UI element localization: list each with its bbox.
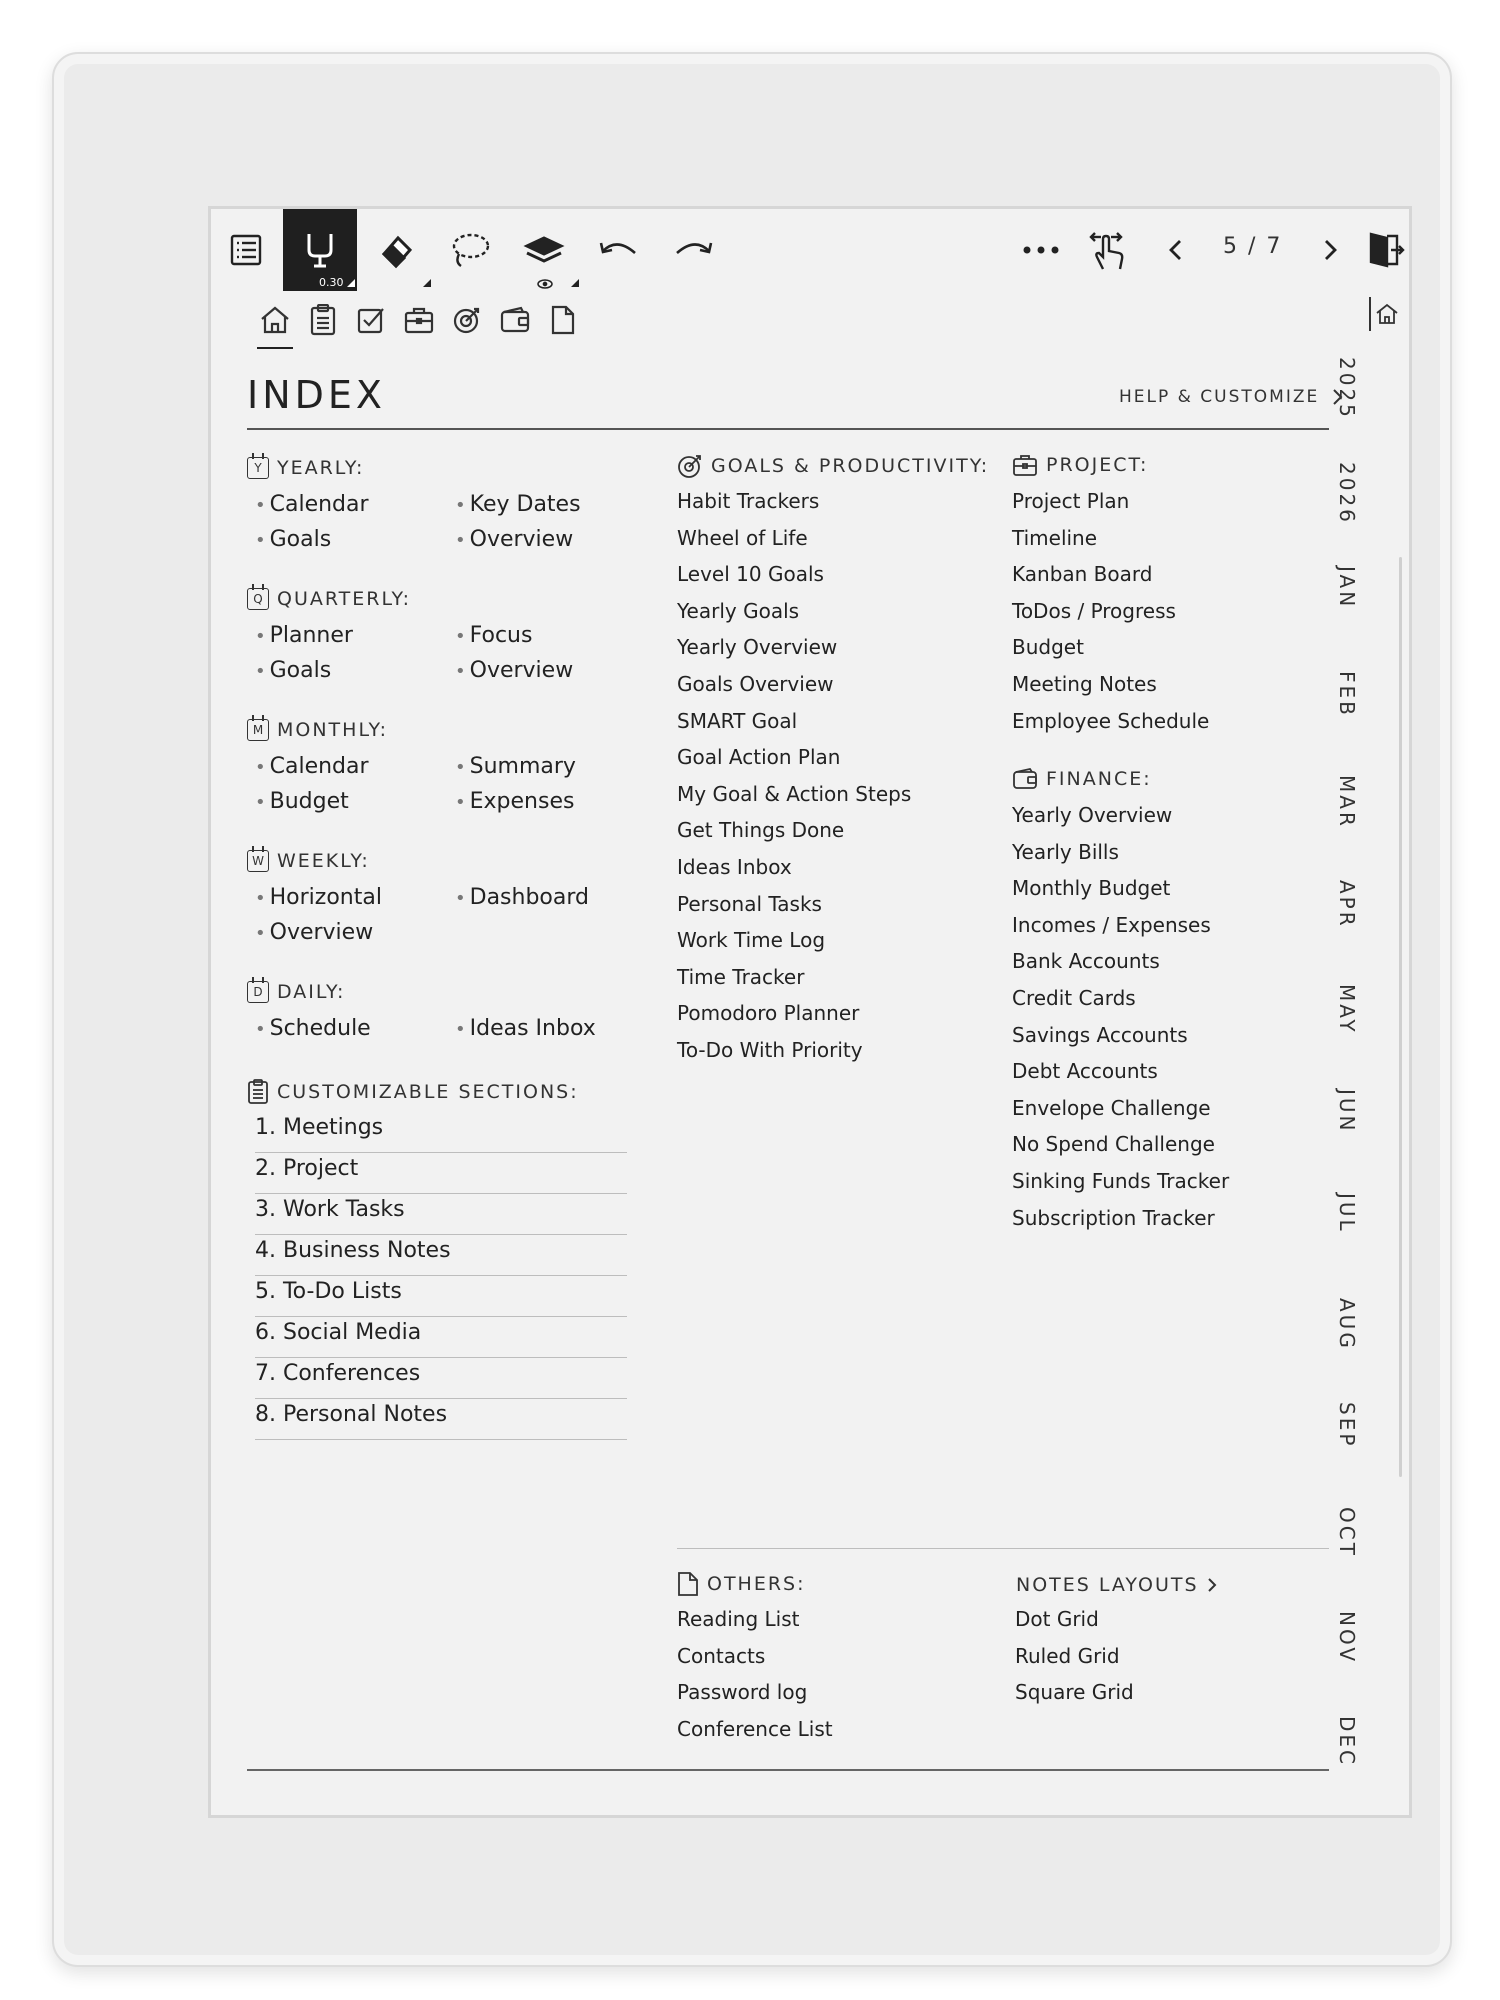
help-customize-link[interactable]	[1119, 387, 1343, 407]
weekly-horizontal-label: Horizontal	[269, 885, 382, 910]
yearly-calendar-label: Calendar	[269, 492, 369, 517]
finance-item-link[interactable]: Subscription Tracker	[1012, 1205, 1215, 1230]
daily-title: DAILY:	[277, 981, 346, 1003]
wallet-icon	[1012, 768, 1038, 790]
toolbar	[211, 209, 1409, 291]
monthly-budget-link[interactable]: • Budget	[255, 789, 349, 814]
custom-section-row[interactable]: 8. Personal Notes	[255, 1399, 627, 1440]
checkbox-icon	[356, 305, 386, 335]
monthly-heading[interactable]	[247, 719, 388, 741]
prev-page-button[interactable]	[1151, 209, 1201, 291]
goals-item-link[interactable]: Goal Action Plan	[677, 745, 841, 770]
yearly-overview-label: Overview	[469, 527, 574, 552]
finance-item-link[interactable]: Savings Accounts	[1012, 1022, 1188, 1047]
goals-item-link[interactable]: Pomodoro Planner	[677, 1001, 860, 1026]
goals-item-link[interactable]: Wheel of Life	[677, 525, 808, 550]
project-title: PROJECT:	[1046, 454, 1149, 476]
page-icon	[677, 1571, 699, 1597]
goals-item-link[interactable]: Time Tracker	[677, 964, 805, 989]
finance-item-link[interactable]: No Spend Challenge	[1012, 1132, 1215, 1157]
others-title: OTHERS:	[707, 1573, 806, 1595]
weekly-heading[interactable]	[247, 850, 370, 872]
footer-divider	[247, 1769, 1329, 1771]
goals-item-link[interactable]: Yearly Overview	[677, 635, 838, 660]
yearly-keydates-label: Key Dates	[469, 492, 581, 517]
page-indicator: 5 / 7	[1223, 234, 1283, 259]
tab-home[interactable]	[251, 295, 299, 345]
clipboard-icon	[247, 1079, 269, 1105]
custom-sections-heading	[247, 1079, 579, 1105]
goals-item-link[interactable]: Get Things Done	[677, 818, 845, 843]
layers-icon	[523, 230, 565, 270]
side-index-tab[interactable]: OCT	[1335, 1506, 1359, 1558]
bottom-section-divider	[677, 1548, 1329, 1549]
wallet-icon	[499, 306, 531, 334]
quarterly-heading[interactable]	[247, 588, 411, 610]
custom-section-row[interactable]: 7. Conferences	[255, 1358, 627, 1399]
notes-layouts-title: NOTES LAYOUTS	[1016, 1574, 1199, 1596]
goals-title: GOALS & PRODUCTIVITY:	[711, 455, 990, 477]
yearly-calendar-link[interactable]: • Calendar	[255, 492, 369, 517]
side-index-tab[interactable]: APR	[1335, 879, 1359, 929]
weekly-dashboard-link[interactable]: • Dashboard	[455, 885, 589, 910]
undo-button[interactable]	[581, 209, 655, 291]
daily-heading[interactable]	[247, 981, 345, 1003]
chevron-right-icon	[1207, 1577, 1217, 1593]
lasso-tool-button[interactable]	[433, 209, 507, 291]
calendar-d-icon: D	[247, 981, 269, 1003]
side-index-tab[interactable]: 2025	[1335, 357, 1359, 420]
monthly-summary-link[interactable]: • Summary	[455, 754, 576, 779]
weekly-overview-link[interactable]: • Overview	[255, 920, 374, 945]
goals-item-link[interactable]: My Goal & Action Steps	[677, 781, 912, 806]
touch-hand-icon	[1089, 227, 1129, 273]
section-tabs	[251, 295, 587, 345]
monthly-calendar-label: Calendar	[269, 754, 369, 779]
finance-item-link[interactable]: Yearly Overview	[1012, 803, 1173, 827]
quarterly-goals-label: Goals	[269, 658, 332, 683]
calendar-y-icon: Y	[247, 457, 269, 479]
finance-item-link[interactable]: Sinking Funds Tracker	[1012, 1169, 1230, 1193]
device-frame	[52, 52, 1452, 1967]
eraser-tool-button[interactable]	[359, 209, 433, 291]
project-item-link[interactable]: Employee Schedule	[1012, 708, 1210, 733]
side-index-tab[interactable]: JUL	[1335, 1193, 1359, 1234]
goals-item-link[interactable]: SMART Goal	[677, 708, 798, 733]
touch-toggle-button[interactable]	[1079, 209, 1139, 291]
side-index-tab[interactable]: 2026	[1335, 461, 1359, 525]
goals-item-link[interactable]: Personal Tasks	[677, 891, 822, 916]
yearly-overview-link[interactable]: • Overview	[455, 527, 574, 552]
quarterly-focus-link[interactable]: • Focus	[455, 623, 533, 648]
monthly-expenses-label: Expenses	[469, 789, 575, 814]
finance-item-link[interactable]: Monthly Budget	[1012, 876, 1171, 901]
yearly-keydates-link[interactable]: • Key Dates	[455, 492, 581, 517]
finance-item-link[interactable]: Envelope Challenge	[1012, 1095, 1211, 1120]
goals-item-link[interactable]: Habit Trackers	[677, 489, 820, 513]
goals-item-link[interactable]: Ideas Inbox	[677, 855, 792, 879]
weekly-dashboard-label: Dashboard	[469, 885, 589, 910]
notes-layout-item-link[interactable]: Ruled Grid	[1015, 1643, 1120, 1668]
pen-tool-button[interactable]	[283, 209, 357, 291]
page-title: INDEX	[247, 373, 386, 417]
quarterly-planner-label: Planner	[269, 623, 353, 648]
project-item-link[interactable]: Timeline	[1012, 525, 1098, 550]
eraser-icon	[376, 230, 416, 270]
dropdown-corner-icon	[571, 279, 579, 287]
yearly-heading[interactable]	[247, 457, 364, 479]
tab-notes[interactable]	[299, 295, 347, 345]
project-heading	[1012, 453, 1148, 477]
redo-button[interactable]	[657, 209, 731, 291]
clipboard-icon	[309, 304, 337, 336]
custom-sections-title: CUSTOMIZABLE SECTIONS:	[277, 1081, 579, 1103]
custom-section-row[interactable]: 2. Project	[255, 1153, 627, 1194]
home-icon	[259, 304, 291, 336]
help-customize-label: HELP & CUSTOMIZE	[1119, 387, 1320, 407]
finance-heading	[1012, 768, 1152, 790]
side-index-tab[interactable]: SEP	[1335, 1402, 1359, 1449]
header-divider	[247, 428, 1329, 430]
scrollbar[interactable]	[1399, 557, 1402, 1477]
quarterly-planner-link[interactable]: • Planner	[255, 623, 353, 648]
side-index-tab[interactable]: MAR	[1335, 775, 1359, 829]
quarterly-overview-link[interactable]: • Overview	[455, 658, 574, 683]
lasso-icon	[449, 230, 491, 270]
others-item-link[interactable]: Password log	[677, 1680, 808, 1705]
quarterly-goals-link[interactable]: • Goals	[255, 658, 332, 683]
finance-item-link[interactable]: Incomes / Expenses	[1012, 912, 1211, 937]
custom-section-row[interactable]: 5. To-Do Lists	[255, 1276, 627, 1317]
monthly-expenses-link[interactable]: • Expenses	[455, 789, 575, 814]
tab-project[interactable]	[395, 295, 443, 345]
side-home-tab[interactable]	[1369, 297, 1403, 331]
redo-icon	[673, 235, 715, 265]
weekly-horizontal-link[interactable]: • Horizontal	[255, 885, 382, 910]
side-index-tab[interactable]: DEC	[1335, 1715, 1359, 1767]
project-item-link[interactable]: ToDos / Progress	[1012, 598, 1176, 623]
side-index-tab[interactable]: JUN	[1335, 1088, 1359, 1133]
exit-button[interactable]	[1357, 209, 1412, 291]
custom-section-row[interactable]: 3. Work Tasks	[255, 1194, 627, 1235]
calendar-w-icon: W	[247, 850, 269, 872]
project-item-link[interactable]: Meeting Notes	[1012, 672, 1157, 696]
project-item-link[interactable]: Budget	[1012, 635, 1084, 660]
weekly-overview-label: Overview	[269, 920, 374, 945]
others-item-link[interactable]: Reading List	[677, 1607, 800, 1631]
eye-icon	[537, 279, 553, 289]
chevron-left-icon	[1166, 238, 1186, 262]
home-icon	[1375, 302, 1399, 326]
notes-layout-item-link[interactable]: Square Grid	[1015, 1680, 1134, 1705]
notes-layout-item-link[interactable]: Dot Grid	[1015, 1607, 1099, 1631]
daily-schedule-link[interactable]: • Schedule	[255, 1016, 371, 1041]
layers-button[interactable]	[507, 209, 581, 291]
finance-item-link[interactable]: Debt Accounts	[1012, 1059, 1158, 1084]
goals-item-link[interactable]: Goals Overview	[677, 672, 834, 696]
monthly-budget-label: Budget	[269, 789, 349, 814]
goals-item-link[interactable]: Work Time Log	[677, 928, 826, 953]
custom-section-row[interactable]: 1. Meetings	[255, 1112, 627, 1153]
quarterly-title: QUARTERLY:	[277, 588, 412, 610]
others-item-link[interactable]: Conference List	[677, 1716, 833, 1741]
monthly-summary-label: Summary	[469, 754, 576, 779]
side-index-tab[interactable]: JAN	[1335, 566, 1359, 610]
yearly-title: YEARLY:	[277, 457, 365, 479]
goals-item-link[interactable]: Level 10 Goals	[677, 562, 824, 587]
briefcase-icon	[1012, 453, 1038, 477]
daily-schedule-label: Schedule	[269, 1016, 371, 1041]
others-item-link[interactable]: Contacts	[677, 1643, 766, 1668]
calendar-q-icon: Q	[247, 588, 269, 610]
page-icon	[550, 304, 576, 336]
tab-tasks[interactable]	[347, 295, 395, 345]
custom-section-row[interactable]: 6. Social Media	[255, 1317, 627, 1358]
yearly-goals-label: Goals	[269, 527, 332, 552]
chevron-right-icon	[1320, 238, 1340, 262]
pen-size-value: 0.30	[319, 276, 344, 289]
daily-ideas-label: Ideas Inbox	[469, 1016, 596, 1041]
daily-ideas-link[interactable]: • Ideas Inbox	[455, 1016, 596, 1041]
yearly-goals-link[interactable]: • Goals	[255, 527, 332, 552]
monthly-title: MONTHLY:	[277, 719, 388, 741]
monthly-calendar-link[interactable]: • Calendar	[255, 754, 369, 779]
more-options-button[interactable]	[1011, 209, 1071, 291]
dropdown-corner-icon	[423, 279, 431, 287]
goals-heading	[677, 453, 989, 479]
tab-finance[interactable]	[491, 295, 539, 345]
target-icon	[452, 305, 482, 335]
weekly-title: WEEKLY:	[277, 850, 370, 872]
goals-item-link[interactable]: Yearly Goals	[677, 598, 800, 623]
list-icon	[229, 233, 263, 267]
calendar-m-icon: M	[247, 719, 269, 741]
notes-layouts-link[interactable]	[1016, 1574, 1217, 1596]
screen	[208, 206, 1412, 1818]
exit-door-icon	[1365, 230, 1405, 270]
finance-title: FINANCE:	[1046, 768, 1152, 790]
tab-others[interactable]	[539, 295, 587, 345]
others-heading	[677, 1571, 806, 1597]
toc-menu-button[interactable]	[217, 209, 275, 291]
dropdown-corner-icon	[347, 279, 355, 287]
target-icon	[677, 453, 703, 479]
undo-icon	[597, 235, 639, 265]
quarterly-focus-label: Focus	[469, 623, 533, 648]
side-index-tab[interactable]: MAY	[1335, 984, 1359, 1035]
finance-item-link[interactable]: Bank Accounts	[1012, 949, 1160, 974]
more-icon	[1021, 245, 1061, 255]
goals-item-link[interactable]: To-Do With Priority	[677, 1038, 863, 1062]
briefcase-icon	[403, 305, 435, 335]
quarterly-overview-label: Overview	[469, 658, 574, 683]
project-item-link[interactable]: Project Plan	[1012, 489, 1130, 513]
tab-goals[interactable]	[443, 295, 491, 345]
side-index-tab[interactable]: NOV	[1335, 1611, 1359, 1665]
custom-section-row[interactable]: 4. Business Notes	[255, 1235, 627, 1276]
pen-icon	[303, 230, 337, 270]
side-index-tab[interactable]: FEB	[1335, 670, 1359, 718]
project-item-link[interactable]: Kanban Board	[1012, 562, 1153, 587]
finance-item-link[interactable]: Credit Cards	[1012, 986, 1136, 1010]
next-page-button[interactable]	[1305, 209, 1355, 291]
side-index-tab[interactable]: AUG	[1335, 1297, 1359, 1351]
finance-item-link[interactable]: Yearly Bills	[1012, 839, 1119, 864]
